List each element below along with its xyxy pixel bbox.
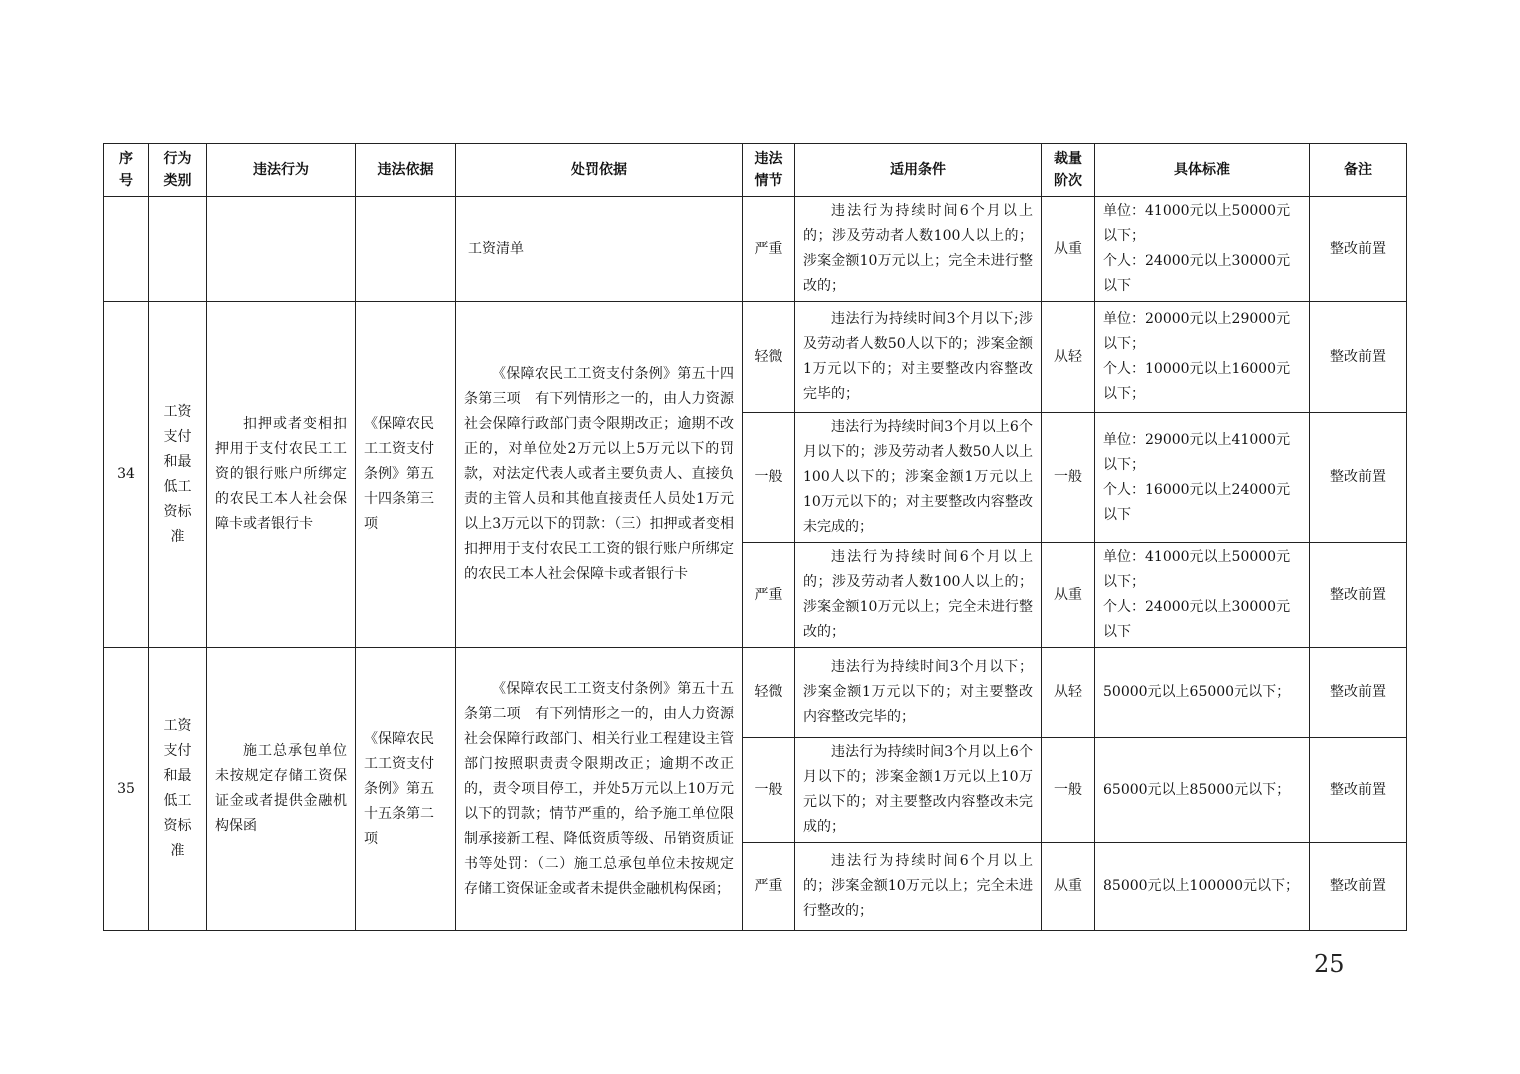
table-row [104,302,1407,413]
note-cell: 整改前置 [1310,738,1407,843]
standard-cell: 85000元以上100000元以下； [1095,843,1310,931]
condition-cell: 违法行为持续时间3个月以上6个月以下的；涉及劳动者人数50人以上100人以下的；涉案金额1万元以上10万元以下的；对主要整改内容整改未完成的； [795,413,1042,543]
header-category: 行为类别 [149,144,207,197]
penalty-standard-table [103,143,1407,931]
act-cell: 扣押或者变相扣押用于支付农民工工资的银行账户所绑定的农民工本人社会保障卡或者银行卡 [207,302,356,648]
category-cell: 工资支付和最低工资标准 [149,302,207,648]
severity-cell: 一般 [743,738,795,843]
note-cell: 整改前置 [1310,302,1407,413]
standard-cell: 单位：41000元以上50000元以下； 个人：24000元以上30000元以下 [1095,543,1310,648]
header-seq: 序号 [104,144,149,197]
level-cell: 从轻 [1042,302,1095,413]
note-cell: 整改前置 [1310,648,1407,738]
category-cell: 工资支付和最低工资标准 [149,648,207,931]
severity-cell: 严重 [743,197,795,302]
legal-basis-cell: 《保障农民工工资支付条例》第五十五条第二项 [356,648,456,931]
header-severity: 违法情节 [743,144,795,197]
standard-cell: 单位：41000元以上50000元以下； 个人：24000元以上30000元以下 [1095,197,1310,302]
legal-basis-cell: 《保障农民工工资支付条例》第五十四条第三项 [356,302,456,648]
penalty-basis-cell: 《保障农民工工资支付条例》第五十五条第二项 有下列情形之一的，由人力资源社会保障行政部门、相关行业工程建设主管部门按照职责责令限期改正；逾期不改正的，责令项目停工，并处5万元以上10万元以下的罚款；情节严重的，给予施工单位限制承接新工程、降低资质等级、吊销资质证书等处罚：（二）施工总承包单位未按规定存储工资保证金或者未提供金融机构保函； [456,648,743,931]
note-cell: 整改前置 [1310,197,1407,302]
table-header-row [104,144,1407,197]
note-cell: 整改前置 [1310,543,1407,648]
header-penalty-basis: 处罚依据 [456,144,743,197]
act-cell: 施工总承包单位未按规定存储工资保证金或者提供金融机构保函 [207,648,356,931]
severity-cell: 严重 [743,543,795,648]
level-cell: 从轻 [1042,648,1095,738]
condition-cell: 违法行为持续时间6个月以上的；涉及劳动者人数100人以上的；涉案金额10万元以上；完全未进行整改的； [795,543,1042,648]
severity-cell: 轻微 [743,302,795,413]
table-row [104,648,1407,738]
penalty-basis-cell: 工资清单 [456,197,743,302]
standard-cell: 50000元以上65000元以下； [1095,648,1310,738]
level-cell: 从重 [1042,843,1095,931]
severity-cell: 严重 [743,843,795,931]
level-cell: 一般 [1042,738,1095,843]
header-condition: 适用条件 [795,144,1042,197]
condition-cell: 违法行为持续时间3个月以上6个月以下的；涉案金额1万元以上10万元以下的；对主要整改内容整改未完成的； [795,738,1042,843]
seq-cell: 34 [104,302,149,648]
condition-cell: 违法行为持续时间6个月以上的；涉案金额10万元以上；完全未进行整改的； [795,843,1042,931]
note-cell: 整改前置 [1310,843,1407,931]
condition-cell: 违法行为持续时间3个月以下；涉案金额1万元以下的；对主要整改内容整改完毕的； [795,648,1042,738]
level-cell: 从重 [1042,543,1095,648]
level-cell: 一般 [1042,413,1095,543]
penalty-basis-cell: 《保障农民工工资支付条例》第五十四条第三项 有下列情形之一的，由人力资源社会保障行政部门责令限期改正；逾期不改正的，对单位处2万元以上5万元以下的罚款，对法定代表人或者主要负责人、直接负责的主管人员和其他直接责任人员处1万元以上3万元以下的罚款：（三）扣押或者变相扣押用于支付农民工工资的银行账户所绑定的农民工本人社会保障卡或者银行卡 [456,302,743,648]
standard-cell: 单位：20000元以上29000元以下； 个人：10000元以上16000元以下； [1095,302,1310,413]
severity-cell: 轻微 [743,648,795,738]
severity-cell: 一般 [743,413,795,543]
seq-cell: 35 [104,648,149,931]
header-legal-basis: 违法依据 [356,144,456,197]
header-level: 裁量阶次 [1042,144,1095,197]
header-standard: 具体标准 [1095,144,1310,197]
condition-cell: 违法行为持续时间6个月以上的；涉及劳动者人数100人以上的；涉案金额10万元以上；完全未进行整改的； [795,197,1042,302]
standard-cell: 单位：29000元以上41000元以下； 个人：16000元以上24000元以下 [1095,413,1310,543]
level-cell: 从重 [1042,197,1095,302]
condition-cell: 违法行为持续时间3个月以下;涉及劳动者人数50人以下的；涉案金额1万元以下的；对主要整改内容整改完毕的； [795,302,1042,413]
note-cell: 整改前置 [1310,413,1407,543]
header-act: 违法行为 [207,144,356,197]
table-row [104,197,1407,302]
page-number: 25 [1314,950,1345,978]
header-note: 备注 [1310,144,1407,197]
standard-cell: 65000元以上85000元以下； [1095,738,1310,843]
